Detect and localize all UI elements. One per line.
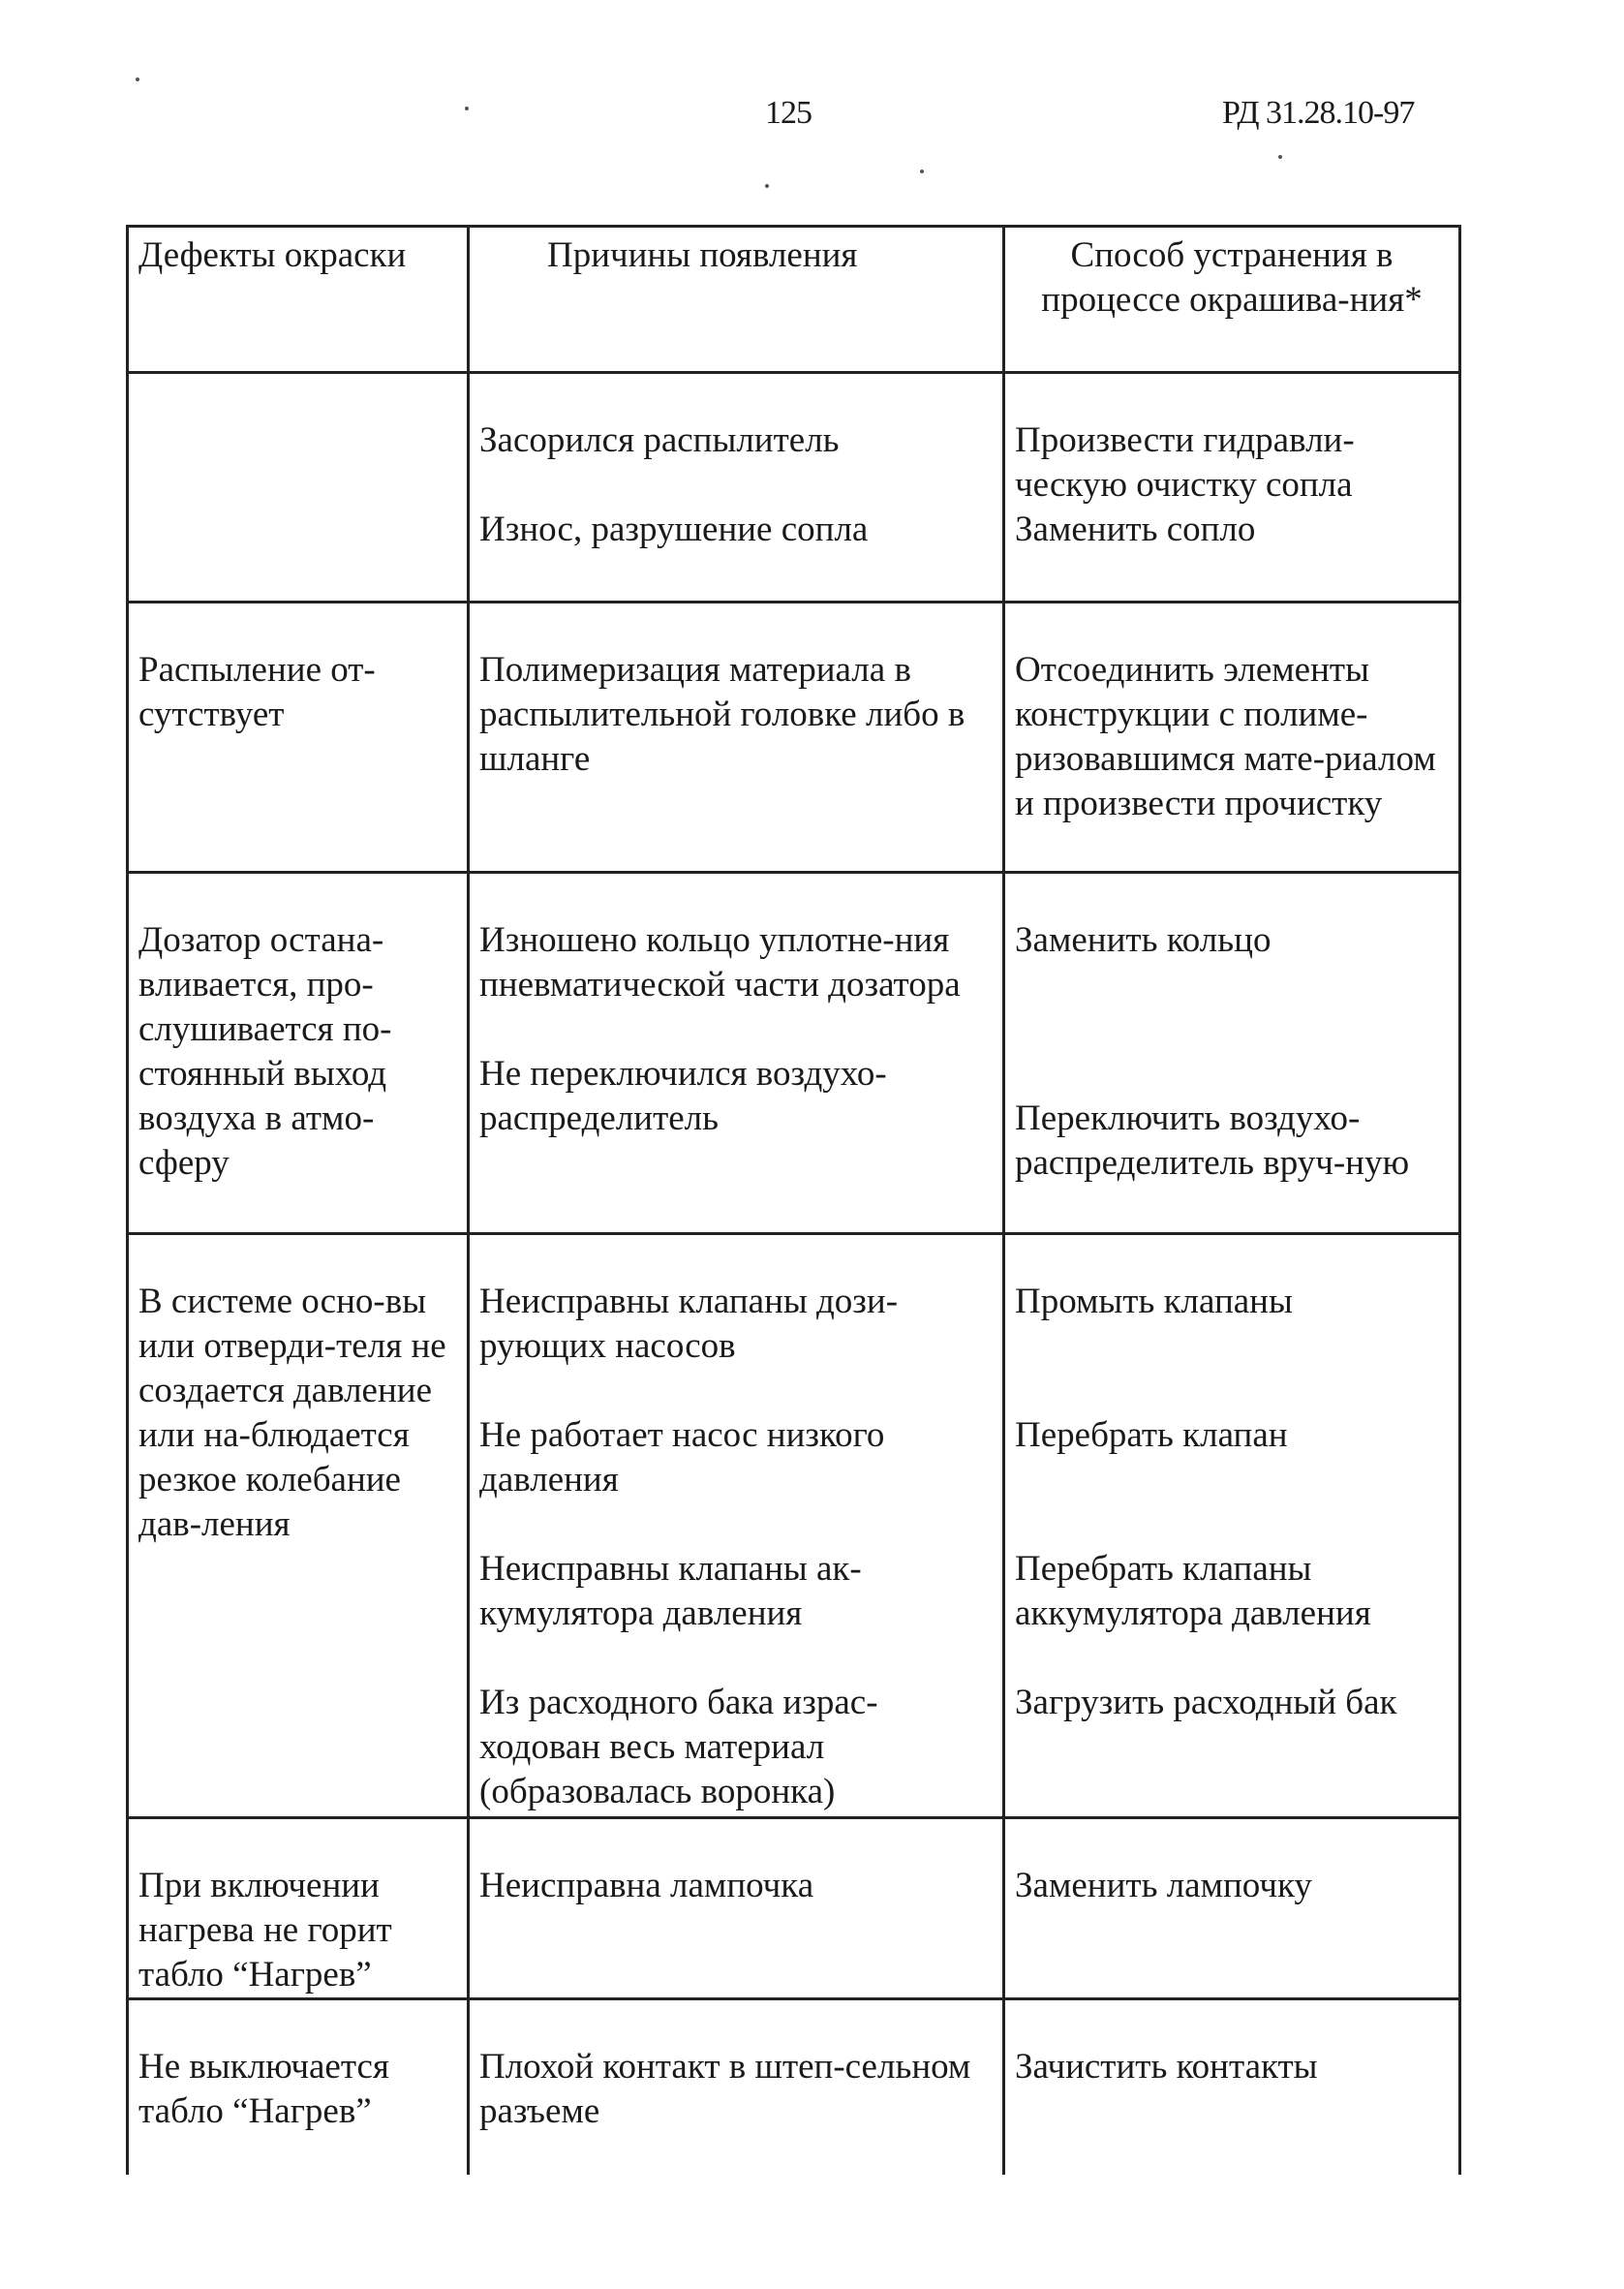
table-row (128, 1234, 1460, 1818)
page-number: 125 (765, 95, 812, 131)
cause-text: Из расходного бака израс-ходован весь материал (образовалась воронка) (479, 1683, 878, 1811)
cause-text: Засорился распылитель (479, 420, 840, 460)
fix-text: Заменить кольцо (1015, 920, 1272, 960)
table-row (128, 1999, 1460, 2176)
fix-text: Промыть клапаны (1015, 1282, 1293, 1321)
table-header-row (128, 227, 1460, 373)
cause-text: Неисправны клапаны ак-кумулятора давления (479, 1549, 862, 1633)
defect-cell (128, 1818, 469, 1999)
scan-speck (765, 184, 769, 188)
defect-text: Распыление от-сутствует (138, 650, 376, 734)
cause-cell (469, 1234, 1004, 1818)
column-header-remedy: Способ устранения в процессе окрашива-ния* (1004, 227, 1460, 373)
defect-text: В системе осно-вы или отверди-теля не создается давление или на-блюдается резкое колебание дав-ления (138, 1282, 446, 1544)
column-header-causes: Причины появления (469, 227, 1004, 373)
table-row (128, 373, 1460, 603)
cause-text: Не переключился воздухо-распределитель (479, 1054, 887, 1138)
scan-speck (1278, 155, 1282, 159)
table-row (128, 873, 1460, 1234)
cause-text: Плохой контакт в штеп-сельном разъеме (479, 2047, 971, 2131)
defect-cell (128, 373, 469, 603)
table-row (128, 1818, 1460, 1999)
defect-text: Не выключается табло “Нагрев” (138, 2047, 389, 2131)
cause-text: Не работает насос низкого давления (479, 1415, 885, 1500)
fix-text: Перебрать клапаны аккумулятора давления (1015, 1549, 1371, 1633)
fix-cell (1004, 373, 1460, 603)
defect-text: Дозатор остана-вливается, про-слушивается по-стоянный выход воздуха в атмо-сферу (138, 920, 392, 1183)
fix-cell (1004, 603, 1460, 873)
fix-text: Переключить воздухо-распределитель вруч-ную (1015, 1098, 1410, 1183)
document-code: РД 31.28.10-97 (1222, 95, 1415, 131)
cause-text: Неисправны клапаны дози-рующих насосов (479, 1282, 899, 1366)
fix-cell (1004, 1818, 1460, 1999)
defects-table (126, 225, 1461, 2175)
fix-text: Загрузить расходный бак (1015, 1683, 1397, 1722)
fix-text: Отсоединить элементы конструкции с полиме-ризовавшимся мате-риалом и произвести прочистку (1015, 650, 1436, 823)
defect-cell (128, 1999, 469, 2176)
defect-text: При включении нагрева не горит табло “Нагрев” (138, 1866, 392, 1995)
fix-cell (1004, 1234, 1460, 1818)
cause-cell (469, 603, 1004, 873)
cause-cell (469, 1999, 1004, 2176)
fix-text: Произвести гидравли-ческую очистку сопла (1015, 420, 1355, 505)
cause-text: Износ, разрушение сопла (479, 510, 869, 549)
cause-text: Изношено кольцо уплотне-ния пневматической части дозатора (479, 920, 961, 1005)
scan-speck (136, 77, 139, 81)
defect-cell (128, 1234, 469, 1818)
scan-speck (465, 107, 469, 110)
fix-text: Заменить лампочку (1015, 1866, 1312, 1905)
scan-speck (920, 170, 924, 173)
cause-cell (469, 1818, 1004, 1999)
cause-cell (469, 873, 1004, 1234)
cause-text: Неисправна лампочка (479, 1866, 814, 1905)
fix-text: Заменить сопло (1015, 510, 1256, 549)
column-header-defects: Дефекты окраски (128, 227, 469, 373)
table-row (128, 603, 1460, 873)
cause-text: Полимеризация материала в распылительной головке либо в шланге (479, 650, 965, 779)
fix-text: Зачистить контакты (1015, 2047, 1318, 2087)
fix-cell (1004, 1999, 1460, 2176)
cause-cell (469, 373, 1004, 603)
fix-cell (1004, 873, 1460, 1234)
defect-cell (128, 603, 469, 873)
fix-text: Перебрать клапан (1015, 1415, 1288, 1455)
defect-cell (128, 873, 469, 1234)
